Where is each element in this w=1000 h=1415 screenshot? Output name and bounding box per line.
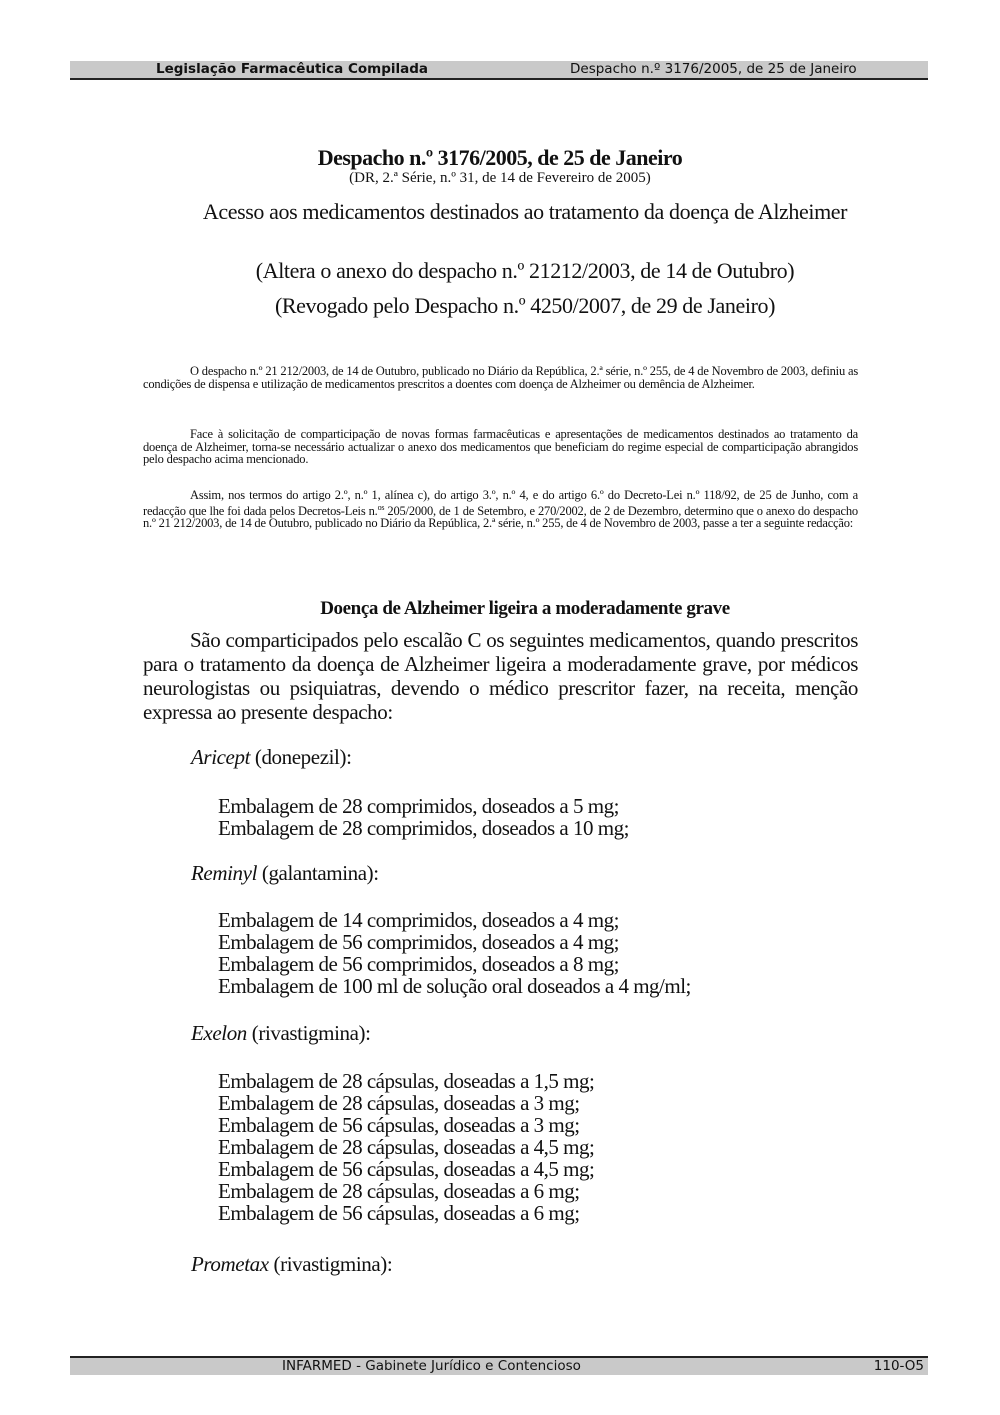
paragraph-3-part-2: 205/2000, de 1 de Setembro, e 270/2002, de 2 de Dezembro, determino que o anexo do despacho n.º 21 212/2003, de 14 de Outubro, publicado no Diário da República, 2.ª série, n.º 255, de 4 de Novembro de 2003, passe a ter a seguinte redacção:	[143, 503, 858, 531]
alteration-note: (Altera o anexo do despacho n.º 21212/2003, de 14 de Outubro)	[255, 258, 795, 283]
list-item: Embalagem de 28 cápsulas, doseadas a 3 mg;	[218, 1091, 580, 1115]
paragraph-3-part-1: Assim, nos termos do artigo 2.º, n.º 1, alínea c), do artigo 3.º, n.º 4, e do artigo 6.º do Decreto-Lei n.º 118/92, de 25 de Junho, com a redacção que lhe foi dada pelos Decretos-Leis n.	[143, 488, 858, 518]
list-item: Embalagem de 28 comprimidos, doseados a 5 mg;	[218, 794, 619, 818]
list-item: Embalagem de 28 cápsulas, doseadas a 1,5 mg;	[218, 1069, 595, 1093]
drug-substance: (rivastigmina):	[268, 1252, 393, 1276]
page-header	[70, 61, 928, 80]
drug-name: Prometax	[191, 1252, 269, 1276]
drug-reminyl-items	[218, 909, 691, 997]
list-item: Embalagem de 14 comprimidos, doseados a 4 mg;	[218, 908, 619, 932]
document-topic: Acesso aos medicamentos destinados ao tratamento da doença de Alzheimer	[202, 199, 848, 224]
list-item: Embalagem de 56 cápsulas, doseadas a 6 mg;	[218, 1201, 580, 1225]
section-intro: São comparticipados pelo escalão C os seguintes medicamentos, quando prescritos para o tratamento da doença de Alzheimer ligeira a moderadamente grave, por médicos neurologistas ou psiquiatras, devendo o médico prescritor fazer, na receita, menção expressa ao presente despacho:	[143, 628, 858, 724]
list-item: Embalagem de 56 cápsulas, doseadas a 4,5 mg;	[218, 1157, 595, 1181]
document-subtitle: (DR, 2.ª Série, n.º 31, de 14 de Fevereiro de 2005)	[349, 170, 651, 186]
document-title: Despacho n.º 3176/2005, de 25 de Janeiro	[317, 145, 683, 170]
drug-exelon	[191, 1021, 371, 1046]
drug-name: Exelon	[191, 1021, 247, 1045]
paragraph-3-superscript: os	[377, 502, 385, 512]
list-item: Embalagem de 28 cápsulas, doseadas a 6 mg;	[218, 1179, 580, 1203]
paragraph-2: Face à solicitação de comparticipação de novas formas farmacêuticas e apresentações de medicamentos destinados ao tratamento da doença de Alzheimer, torna-se necessário actualizar o anexo dos medicamentos que beneficiam do regime especial de comparticipação abrangidos pelo despacho acima mencionado.	[143, 427, 858, 466]
drug-substance: (donepezil):	[250, 745, 352, 769]
list-item: Embalagem de 100 ml de solução oral doseados a 4 mg/ml;	[218, 974, 691, 998]
drug-aricept-items	[218, 795, 629, 839]
list-item: Embalagem de 28 cápsulas, doseadas a 4,5 mg;	[218, 1135, 595, 1159]
page-footer	[70, 1356, 928, 1375]
drug-substance: (galantamina):	[257, 861, 379, 885]
drug-name: Reminyl	[191, 861, 258, 885]
page-number: 110-O5	[873, 1358, 924, 1374]
paragraph-3	[143, 489, 858, 530]
section-heading: Doença de Alzheimer ligeira a moderadamente grave	[320, 598, 730, 619]
list-item: Embalagem de 56 cápsulas, doseadas a 3 mg;	[218, 1113, 580, 1137]
list-item: Embalagem de 56 comprimidos, doseados a 4 mg;	[218, 930, 619, 954]
list-item: Embalagem de 56 comprimidos, doseados a 8 mg;	[218, 952, 619, 976]
drug-exelon-items	[218, 1070, 594, 1224]
drug-substance: (rivastigmina):	[246, 1021, 371, 1045]
revocation-note: (Revogado pelo Despacho n.º 4250/2007, de 29 de Janeiro)	[274, 293, 776, 318]
drug-prometax	[191, 1252, 392, 1277]
footer-organization: INFARMED - Gabinete Jurídico e Contencioso	[282, 1358, 581, 1374]
drug-name: Aricept	[191, 745, 251, 769]
header-document-ref: Despacho n.º 3176/2005, de 25 de Janeiro	[570, 61, 857, 77]
drug-aricept	[191, 745, 352, 770]
list-item: Embalagem de 28 comprimidos, doseados a 10 mg;	[218, 816, 629, 840]
paragraph-1: O despacho n.º 21 212/2003, de 14 de Outubro, publicado no Diário da República, 2.ª série, n.º 255, de 4 de Novembro de 2003, definiu as condições de dispensa e utilização de medicamentos prescritos a doentes com doença de Alzheimer ou demência de Alzheimer.	[143, 364, 858, 391]
header-publication-title: Legislação Farmacêutica Compilada	[156, 61, 428, 77]
drug-reminyl	[191, 861, 379, 886]
